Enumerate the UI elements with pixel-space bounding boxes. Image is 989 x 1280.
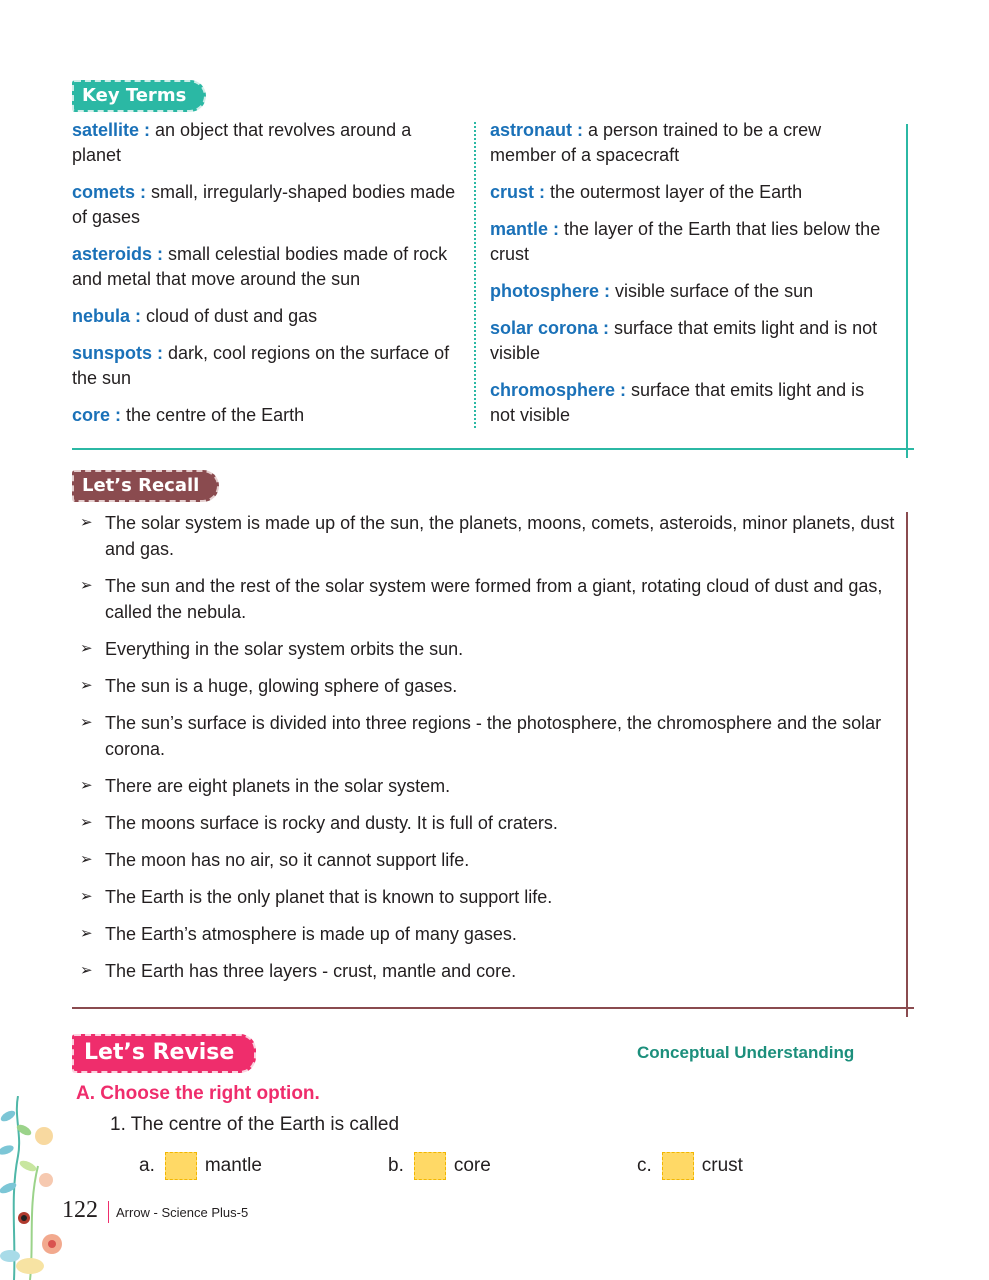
key-terms-left-column [72, 118, 462, 440]
list-item [72, 510, 902, 562]
arrow-bullet-icon: ➢ [80, 514, 93, 531]
recall-text: Everything in the solar system orbits the sun. [105, 639, 464, 659]
list-item [72, 636, 902, 662]
key-term-item [72, 242, 462, 292]
answer-checkbox[interactable] [165, 1152, 197, 1180]
key-term-definition: a person trained to be a crew member of a spacecraft [490, 120, 822, 165]
question-1: 1. The centre of the Earth is called [110, 1114, 400, 1135]
key-term-word: satellite : [72, 120, 151, 140]
option-c [637, 1152, 743, 1180]
key-term-word: nebula : [72, 306, 142, 326]
option-b [388, 1152, 491, 1180]
key-terms-badge: Key Terms [72, 80, 206, 112]
recall-list [72, 510, 902, 995]
arrow-bullet-icon: ➢ [80, 777, 93, 794]
plant-decoration-icon [0, 1096, 70, 1280]
arrow-bullet-icon: ➢ [80, 925, 93, 942]
key-term-word: mantle : [490, 219, 560, 239]
recall-frame-right [906, 512, 908, 1017]
list-item [72, 847, 902, 873]
key-term-definition: the centre of the Earth [121, 405, 305, 425]
lets-recall-badge: Let’s Recall [72, 470, 219, 502]
option-text: mantle [204, 1155, 262, 1176]
column-divider [474, 122, 476, 428]
list-item [72, 810, 902, 836]
list-item [72, 573, 902, 625]
book-title: Arrow - Science Plus-5 [116, 1205, 249, 1220]
recall-text: The solar system is made up of the sun, the planets, moons, comets, asteroids, minor planets, dust and gas. [105, 513, 895, 559]
arrow-bullet-icon: ➢ [80, 962, 93, 979]
recall-text: The sun is a huge, glowing sphere of gases. [105, 676, 458, 696]
key-term-word: core : [72, 405, 122, 425]
key-term-item [490, 316, 890, 366]
lets-revise-badge: Let’s Revise [72, 1034, 256, 1073]
key-term-item [72, 180, 462, 230]
key-term-definition: the layer of the Earth that lies below the crust [490, 219, 881, 264]
key-term-definition: visible surface of the sun [610, 281, 814, 301]
key-term-item [490, 217, 890, 267]
key-term-item [72, 118, 462, 168]
recall-text: The Earth is the only planet that is known to support life. [105, 887, 553, 907]
key-term-definition: dark, cool regions on the surface of the sun [72, 343, 450, 388]
key-term-item [72, 341, 462, 391]
arrow-bullet-icon: ➢ [80, 640, 93, 657]
option-letter: b. [388, 1155, 404, 1176]
arrow-bullet-icon: ➢ [80, 714, 93, 731]
list-item [72, 773, 902, 799]
conceptual-understanding-tag: Conceptual Understanding [637, 1043, 855, 1062]
option-text: core [453, 1155, 491, 1176]
recall-text: The moon has no air, so it cannot support life. [105, 850, 470, 870]
key-terms-right-column [490, 118, 890, 440]
key-term-item [490, 279, 890, 304]
list-item [72, 921, 902, 947]
footer-divider [108, 1201, 109, 1223]
key-term-item [490, 180, 890, 205]
key-term-word: photosphere : [490, 281, 610, 301]
option-letter: a. [139, 1155, 155, 1176]
key-term-word: comets : [72, 182, 147, 202]
arrow-bullet-icon: ➢ [80, 677, 93, 694]
key-terms-frame-bottom [72, 448, 914, 450]
key-term-word: asteroids : [72, 244, 164, 264]
option-letter: c. [637, 1155, 652, 1176]
arrow-bullet-icon: ➢ [80, 851, 93, 868]
list-item [72, 884, 902, 910]
key-term-word: astronaut : [490, 120, 584, 140]
key-term-word: crust : [490, 182, 546, 202]
option-text: crust [701, 1155, 743, 1176]
answer-checkbox[interactable] [414, 1152, 446, 1180]
section-a-heading: A. Choose the right option. [76, 1083, 320, 1104]
recall-text: The sun and the rest of the solar system were formed from a giant, rotating cloud of dust and gas, called the nebula. [105, 576, 883, 622]
list-item [72, 710, 902, 762]
recall-text: The Earth’s atmosphere is made up of many gases. [105, 924, 517, 944]
key-terms-frame-right [906, 124, 908, 458]
list-item [72, 958, 902, 984]
key-term-definition: small, irregularly-shaped bodies made of gases [72, 182, 456, 227]
key-term-item [490, 118, 890, 168]
key-term-item [490, 378, 890, 428]
recall-text: The Earth has three layers - crust, mantle and core. [105, 961, 517, 981]
recall-text: The sun’s surface is divided into three regions - the photosphere, the chromosphere and the solar corona. [105, 713, 882, 759]
key-term-definition: surface that emits light and is not visible [490, 380, 865, 425]
recall-text: The moons surface is rocky and dusty. It is full of craters. [105, 813, 558, 833]
answer-checkbox[interactable] [662, 1152, 694, 1180]
page-number: 122 [62, 1197, 98, 1223]
arrow-bullet-icon: ➢ [80, 814, 93, 831]
key-term-word: solar corona : [490, 318, 610, 338]
arrow-bullet-icon: ➢ [80, 577, 93, 594]
key-term-word: chromosphere : [490, 380, 627, 400]
key-term-definition: the outermost layer of the Earth [545, 182, 803, 202]
list-item [72, 673, 902, 699]
key-term-item [72, 403, 462, 428]
key-term-definition: small celestial bodies made of rock and metal that move around the sun [72, 244, 448, 289]
key-term-definition: an object that revolves around a planet [72, 120, 412, 165]
arrow-bullet-icon: ➢ [80, 888, 93, 905]
key-term-word: sunspots : [72, 343, 164, 363]
key-term-definition: surface that emits light and is not visible [490, 318, 878, 363]
key-term-definition: cloud of dust and gas [141, 306, 318, 326]
option-a [139, 1152, 262, 1180]
key-term-item [72, 304, 462, 329]
recall-text: There are eight planets in the solar system. [105, 776, 451, 796]
recall-frame-bottom [72, 1007, 914, 1009]
